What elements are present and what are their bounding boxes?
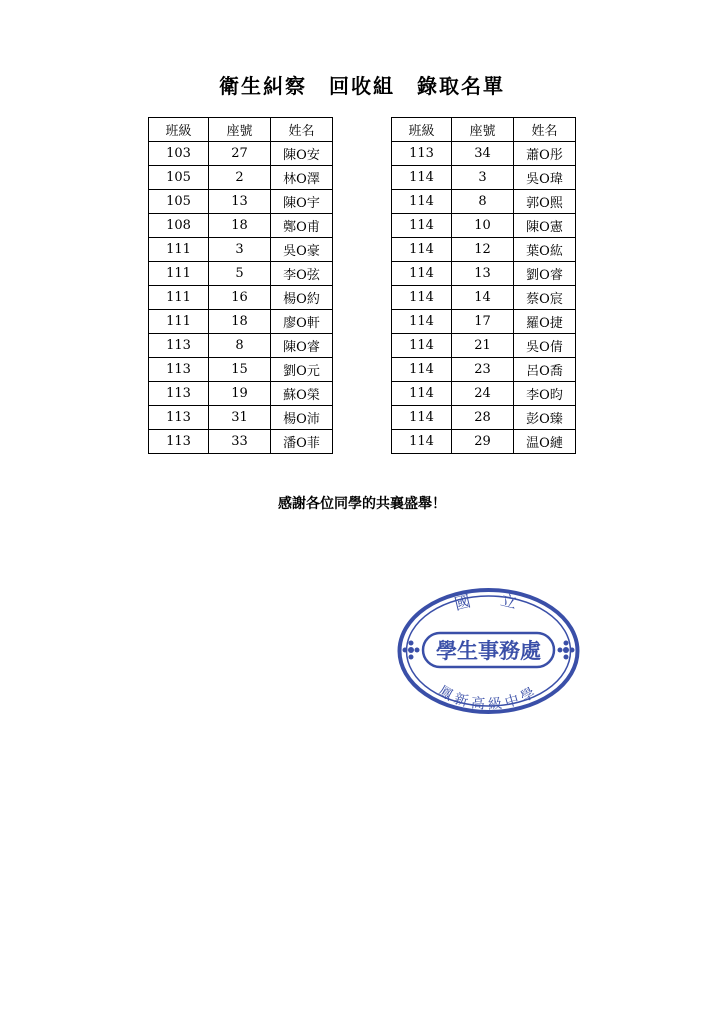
- table-row: [392, 358, 576, 382]
- class-cell: 114: [392, 382, 452, 406]
- table-row: [149, 214, 333, 238]
- header-name: 姓名: [271, 118, 333, 142]
- name-cell: 陳O睿: [271, 334, 333, 358]
- name-cell: 潘O菲: [271, 430, 333, 454]
- name-cell: 李O昀: [514, 382, 576, 406]
- header-seat: 座號: [209, 118, 271, 142]
- seat-cell: 23: [452, 358, 514, 382]
- table-row: [149, 238, 333, 262]
- name-cell: 彭O臻: [514, 406, 576, 430]
- table-row: [392, 142, 576, 166]
- name-cell: 鄭O甫: [271, 214, 333, 238]
- roster-table-left: [148, 117, 333, 454]
- name-cell: 吳O倩: [514, 334, 576, 358]
- class-cell: 113: [149, 358, 209, 382]
- header-name: 姓名: [514, 118, 576, 142]
- table-row: [149, 262, 333, 286]
- name-cell: 吳O豪: [271, 238, 333, 262]
- table-row: [149, 358, 333, 382]
- class-cell: 111: [149, 262, 209, 286]
- class-cell: 105: [149, 190, 209, 214]
- name-cell: 蕭O彤: [514, 142, 576, 166]
- seal-bottom-text: 鳳新高級中學: [435, 683, 542, 714]
- class-cell: 114: [392, 406, 452, 430]
- class-cell: 108: [149, 214, 209, 238]
- name-cell: 羅O捷: [514, 310, 576, 334]
- class-cell: 111: [149, 286, 209, 310]
- seat-cell: 21: [452, 334, 514, 358]
- seal-center-text: 學生事務處: [436, 639, 541, 663]
- class-cell: 111: [149, 238, 209, 262]
- seat-cell: 33: [209, 430, 271, 454]
- seat-cell: 18: [209, 310, 271, 334]
- class-cell: 113: [392, 142, 452, 166]
- class-cell: 114: [392, 286, 452, 310]
- table-row: [392, 406, 576, 430]
- seal-top-text: 國 立: [452, 589, 525, 614]
- table-row: [149, 286, 333, 310]
- name-cell: 陳O憲: [514, 214, 576, 238]
- class-cell: 103: [149, 142, 209, 166]
- table-row: [392, 190, 576, 214]
- seat-cell: 17: [452, 310, 514, 334]
- name-cell: 葉O紘: [514, 238, 576, 262]
- seat-cell: 15: [209, 358, 271, 382]
- table-row: [149, 334, 333, 358]
- name-cell: 楊O約: [271, 286, 333, 310]
- table-row: [392, 262, 576, 286]
- class-cell: 114: [392, 190, 452, 214]
- name-cell: 林O澤: [271, 166, 333, 190]
- table-row: [149, 382, 333, 406]
- table-row: [149, 142, 333, 166]
- svg-text:國 立: [452, 590, 524, 614]
- seat-cell: 13: [452, 262, 514, 286]
- table-row: [149, 190, 333, 214]
- class-cell: 114: [392, 214, 452, 238]
- seat-cell: 8: [452, 190, 514, 214]
- class-cell: 113: [149, 406, 209, 430]
- table-row: [392, 238, 576, 262]
- seat-cell: 8: [209, 334, 271, 358]
- seat-cell: 29: [452, 430, 514, 454]
- seat-cell: 5: [209, 262, 271, 286]
- class-cell: 114: [392, 334, 452, 358]
- table-header-row: [392, 118, 576, 142]
- seat-cell: 3: [452, 166, 514, 190]
- name-cell: 廖O軒: [271, 310, 333, 334]
- seat-cell: 24: [452, 382, 514, 406]
- table-row: [392, 334, 576, 358]
- seat-cell: 18: [209, 214, 271, 238]
- table-row: [149, 166, 333, 190]
- seat-cell: 28: [452, 406, 514, 430]
- class-cell: 114: [392, 310, 452, 334]
- roster-table-right: [391, 117, 576, 454]
- seat-cell: 31: [209, 406, 271, 430]
- seat-cell: 13: [209, 190, 271, 214]
- class-cell: 105: [149, 166, 209, 190]
- thanks-message: 感謝各位同學的共襄盛舉！: [278, 496, 446, 512]
- name-cell: 吳O瑋: [514, 166, 576, 190]
- seat-cell: 3: [209, 238, 271, 262]
- class-cell: 113: [149, 430, 209, 454]
- name-cell: 劉O睿: [514, 262, 576, 286]
- school-seal: [396, 586, 581, 716]
- class-cell: 114: [392, 358, 452, 382]
- header-class: 班級: [392, 118, 452, 142]
- seat-cell: 10: [452, 214, 514, 238]
- class-cell: 114: [392, 262, 452, 286]
- class-cell: 114: [392, 238, 452, 262]
- name-cell: 蘇O榮: [271, 382, 333, 406]
- table-row: [392, 214, 576, 238]
- header-seat: 座號: [452, 118, 514, 142]
- class-cell: 114: [392, 430, 452, 454]
- name-cell: 蔡O宸: [514, 286, 576, 310]
- table-row: [392, 166, 576, 190]
- seat-cell: 19: [209, 382, 271, 406]
- name-cell: 陳O宇: [271, 190, 333, 214]
- name-cell: 郭O熙: [514, 190, 576, 214]
- seat-cell: 12: [452, 238, 514, 262]
- class-cell: 111: [149, 310, 209, 334]
- header-class: 班級: [149, 118, 209, 142]
- table-row: [392, 430, 576, 454]
- table-row: [392, 286, 576, 310]
- seat-cell: 14: [452, 286, 514, 310]
- page-title: 衛生糾察 回收組 錄取名單: [219, 74, 505, 98]
- table-row: [149, 406, 333, 430]
- table-header-row: [149, 118, 333, 142]
- class-cell: 114: [392, 166, 452, 190]
- name-cell: 陳O安: [271, 142, 333, 166]
- seat-cell: 34: [452, 142, 514, 166]
- table-row: [392, 310, 576, 334]
- table-row: [149, 430, 333, 454]
- table-row: [392, 382, 576, 406]
- name-cell: 温O縺: [514, 430, 576, 454]
- name-cell: 李O弦: [271, 262, 333, 286]
- seat-cell: 16: [209, 286, 271, 310]
- class-cell: 113: [149, 334, 209, 358]
- seat-cell: 27: [209, 142, 271, 166]
- table-row: [149, 310, 333, 334]
- name-cell: 劉O元: [271, 358, 333, 382]
- name-cell: 呂O喬: [514, 358, 576, 382]
- name-cell: 楊O沛: [271, 406, 333, 430]
- seat-cell: 2: [209, 166, 271, 190]
- class-cell: 113: [149, 382, 209, 406]
